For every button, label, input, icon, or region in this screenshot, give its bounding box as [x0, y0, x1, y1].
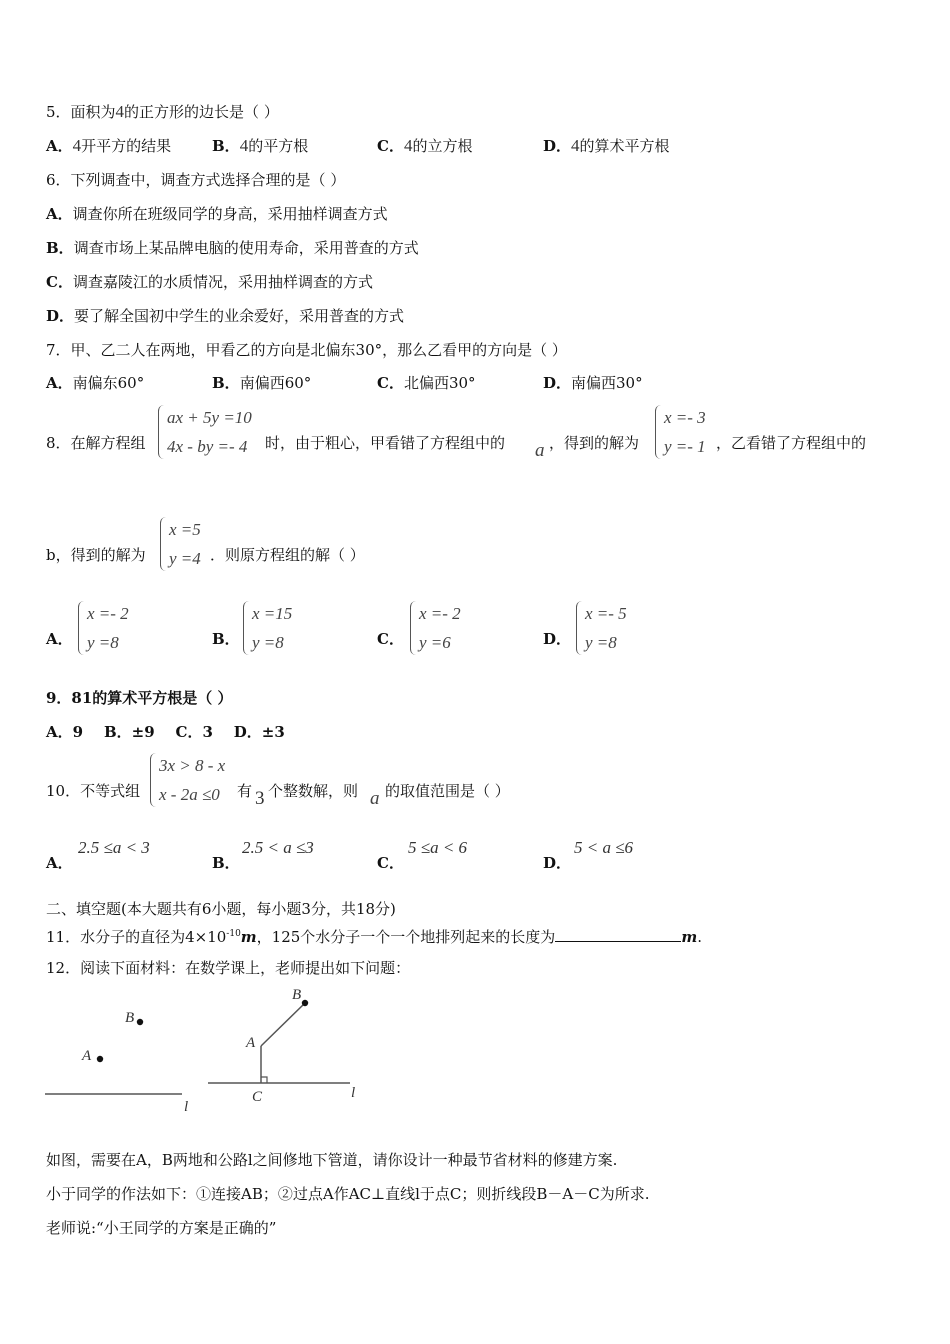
- q8-option-a-system: [78, 599, 148, 659]
- section-heading: 二、填空题(本大题共有6小题，每小题3分，共18分): [46, 900, 396, 918]
- q5-option-a: [46, 136, 171, 156]
- q5-stem: [46, 102, 279, 122]
- q7-option-c-text: 北偏西30°: [403, 374, 476, 392]
- q5-option-d-letter: D．: [543, 137, 572, 155]
- q10-prefix: 10．不等式组: [46, 782, 141, 800]
- brace-icon: [410, 601, 417, 655]
- q6-option-a: [46, 204, 388, 224]
- q8-option-d-letter: D．: [543, 630, 572, 648]
- q10-inequality-system: [150, 751, 240, 811]
- q7-option-b-letter: B．: [212, 374, 240, 392]
- q7-option-a-text: 南偏东60°: [72, 374, 145, 392]
- q12-paragraph-1: 如图，需要在A，B两地和公路l之间修地下管道，请你设计一种最节省材料的修建方案.: [46, 1151, 618, 1169]
- brace-icon: [655, 405, 662, 459]
- q5-option-c-letter: C．: [377, 137, 404, 155]
- q10-inequality-2: x - 2a ≤0: [159, 785, 220, 804]
- q10-option-a-letter: A．: [46, 854, 73, 872]
- q7-option-b: [212, 373, 311, 393]
- q8-equation-1: ax + 5y =10: [167, 408, 252, 427]
- q7-option-d-text: 南偏西30°: [571, 374, 643, 392]
- q5-option-c-num: 4: [403, 136, 413, 155]
- brace-icon: [576, 601, 583, 655]
- q5-option-c: [377, 136, 472, 156]
- brace-icon: [243, 601, 250, 655]
- q10-mid2: 个整数解，则: [268, 782, 359, 800]
- q5-option-d: [543, 136, 670, 156]
- q9-options: A．9 B．±9 C．3 D．±3: [46, 723, 285, 741]
- q5-stem-num: 4: [115, 102, 125, 121]
- q8-solution-1-x: x =- 3: [664, 408, 706, 427]
- q8-line2-suffix: ．则原方程组的解（ ）: [210, 546, 365, 564]
- q11-unit1: m: [240, 928, 257, 946]
- q8-option-b-y: y =8: [252, 633, 284, 652]
- q11-answer-blank[interactable]: [555, 926, 681, 942]
- q8-solution-2-x: x =5: [169, 520, 201, 539]
- q8-var-a: a: [535, 440, 545, 461]
- q10-option-b-expr: 2.5 < a ≤3: [242, 838, 314, 857]
- left-point-b: [137, 1019, 143, 1025]
- q8-solution-1: [655, 403, 725, 463]
- q8-option-a-y: y =8: [87, 633, 119, 652]
- q11-mid: ，125个水分子一个一个地排列起来的长度为: [256, 928, 556, 946]
- q8-option-a-letter: A．: [46, 630, 73, 648]
- q6-option-b-letter: B．: [46, 239, 74, 257]
- q7-stem: 7．甲、乙二人在两地，甲看乙的方向是北偏东30°，那么乙看甲的方向是（ ）: [46, 341, 567, 359]
- q12-paragraph-2: 小于同学的作法如下：①连接AB；②过点A作AC⊥直线l于点C；则折线段B－A－C为所求.: [46, 1185, 650, 1203]
- q6-option-c: [46, 272, 373, 292]
- q6-option-a-text: 调查你所在班级同学的身高，采用抽样调查方式: [72, 205, 388, 223]
- q12-figure: [40, 985, 370, 1115]
- q10-num-3: 3: [255, 788, 265, 809]
- q8-equation-2: 4x - by =- 4: [167, 437, 248, 456]
- q5-option-b-num: 4: [239, 136, 249, 155]
- q5-stem-suffix: 的正方形的边长是（ ）: [124, 103, 279, 121]
- q8-prefix: 8．在解方程组: [46, 434, 146, 452]
- q10-mid1: 有: [237, 782, 253, 800]
- left-label-a: A: [82, 1048, 92, 1064]
- q7-option-d-letter: D．: [543, 374, 572, 392]
- q5-option-a-letter: A．: [46, 137, 73, 155]
- q8-option-d-y: y =8: [585, 633, 617, 652]
- q10-var-a: a: [370, 788, 380, 809]
- q8-option-d-x: x =- 5: [585, 604, 627, 623]
- q5-option-a-num: 4: [72, 136, 82, 155]
- q5-option-b-text: 的平方根: [248, 137, 309, 155]
- q8-option-c-system: [410, 599, 480, 659]
- segment-ab: [261, 1003, 305, 1046]
- q11-stem: [46, 924, 702, 947]
- brace-icon: [78, 601, 85, 655]
- right-point-b: [302, 1000, 308, 1006]
- q10-option-a-expr: 2.5 ≤a < 3: [78, 838, 150, 857]
- right-label-b: B: [292, 987, 302, 1003]
- q8-option-b-letter: B．: [212, 630, 240, 648]
- q9-stem: 9．81的算术平方根是（ ）: [46, 689, 233, 707]
- q5-option-b-letter: B．: [212, 137, 240, 155]
- q10-option-c-letter: C．: [377, 854, 404, 872]
- left-label-b: B: [125, 1010, 135, 1026]
- q10-option-c-expr: 5 ≤a < 6: [408, 838, 468, 857]
- left-label-l: l: [184, 1099, 189, 1115]
- q8-option-c-x: x =- 2: [419, 604, 461, 623]
- q10-option-b-letter: B．: [212, 854, 240, 872]
- q7-option-c: [377, 373, 476, 393]
- q5-option-d-num: 4: [571, 136, 580, 155]
- left-point-a: [97, 1056, 103, 1062]
- right-label-a: A: [246, 1035, 256, 1051]
- q11-unit2: m: [681, 928, 698, 946]
- q11-exponent: -10: [226, 929, 241, 939]
- right-label-c: C: [252, 1089, 263, 1105]
- q8-line2-prefix: b，得到的解为: [46, 546, 146, 564]
- q7-option-c-letter: C．: [377, 374, 404, 392]
- q11-prefix: 11．水分子的直径为4×10: [46, 928, 227, 946]
- q8-solution-1-y: y =- 1: [664, 437, 706, 456]
- q8-equation-system: [158, 403, 268, 463]
- q7-option-b-text: 南偏西60°: [239, 374, 312, 392]
- q5-option-b: [212, 136, 308, 156]
- q6-option-c-letter: C．: [46, 273, 73, 291]
- right-label-l: l: [351, 1085, 356, 1101]
- q5-option-d-text: 的算术平方根: [579, 137, 670, 155]
- q8-option-b-system: [243, 599, 313, 659]
- q10-inequality-1: 3x > 8 - x: [159, 756, 226, 775]
- q8-mid3: ，乙看错了方程组中的: [716, 434, 867, 452]
- q7-option-d: [543, 373, 643, 393]
- q8-option-c-letter: C．: [377, 630, 404, 648]
- q8-mid1: 时，由于粗心，甲看错了方程组中的: [265, 434, 506, 452]
- brace-icon: [150, 753, 157, 807]
- q5-option-a-text: 开平方的结果: [81, 137, 172, 155]
- q6-option-d-letter: D．: [46, 307, 75, 325]
- q5-stem-prefix: 5．面积为: [46, 103, 116, 121]
- brace-icon: [160, 517, 167, 571]
- right-angle-mark: [261, 1077, 267, 1083]
- q8-option-a-x: x =- 2: [87, 604, 129, 623]
- q12-paragraph-3: 老师说:“小王同学的方案是正确的”: [46, 1219, 277, 1237]
- q6-option-c-text: 调查嘉陵江的水质情况，采用抽样调查的方式: [72, 273, 373, 291]
- q6-option-b: [46, 238, 419, 258]
- q12-stem: 12．阅读下面材料：在数学课上，老师提出如下问题：: [46, 959, 411, 977]
- q8-option-d-system: [576, 599, 646, 659]
- brace-icon: [158, 405, 165, 459]
- q10-suffix: 的取值范围是（ ）: [385, 782, 510, 800]
- q10-option-d-expr: 5 < a ≤6: [574, 838, 634, 857]
- q6-stem: 6．下列调查中，调查方式选择合理的是（ ）: [46, 171, 346, 189]
- q8-solution-2-y: y =4: [169, 549, 201, 568]
- q10-option-d-letter: D．: [543, 854, 572, 872]
- q11-end: .: [697, 928, 702, 946]
- q7-option-a-letter: A．: [46, 374, 73, 392]
- q7-option-a: [46, 373, 144, 393]
- q8-option-c-y: y =6: [419, 633, 451, 652]
- q8-option-b-x: x =15: [252, 604, 293, 623]
- q6-option-b-text: 调查市场上某品牌电脑的使用寿命，采用普查的方式: [73, 239, 419, 257]
- q8-mid2: ，得到的解为: [549, 434, 640, 452]
- q6-option-a-letter: A．: [46, 205, 73, 223]
- q6-option-d-text: 要了解全国初中学生的业余爱好，采用普查的方式: [74, 307, 405, 325]
- q5-option-c-text: 的立方根: [412, 137, 473, 155]
- q6-option-d: [46, 306, 404, 326]
